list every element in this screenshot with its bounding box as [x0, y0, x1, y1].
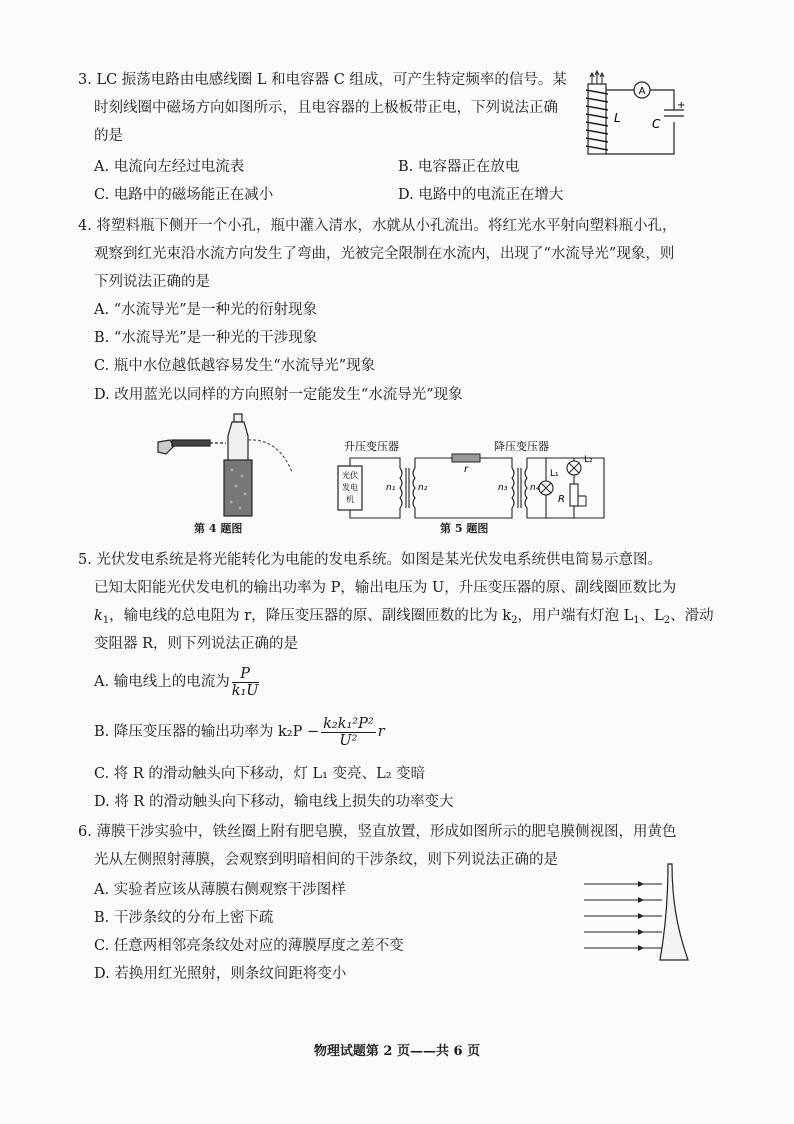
q5-option-a-fraction: [232, 666, 259, 699]
q5-figure-caption: 第 5 题图: [440, 522, 489, 535]
q5-option-a-numerator: P: [232, 666, 259, 683]
q5-line3-part2: ，输电线的总电阻为 r，降压变压器的原、副线圈匝数的比为 k: [109, 608, 512, 624]
lamp-l2-label: L₂: [584, 455, 593, 465]
q5-option-a-denominator: k₁U: [231, 682, 259, 699]
ammeter-label: A: [638, 86, 646, 97]
inductor-label: L: [614, 111, 621, 125]
q6-option-d: D. 若换用红光照射，则条纹间距将变小: [94, 966, 347, 982]
q6-option-c: C. 任意两相邻亮条纹处对应的薄膜厚度之差不变: [94, 938, 404, 954]
q5-option-a-text: A. 输电线上的电流为: [94, 674, 230, 690]
rheostat-label: R: [558, 494, 565, 505]
q5-line3-part3: ，用户端有灯泡 L: [517, 608, 634, 624]
line-resistance-label: r: [464, 464, 469, 475]
q5-option-b-fraction: [321, 716, 376, 749]
q6-option-a: A. 实验者应该从薄膜右侧观察干涉图样: [94, 882, 346, 898]
q3-option-d: D. 电路中的电流正在增大: [398, 187, 564, 203]
n3-label: n₃: [498, 483, 508, 493]
q4-line1: 4. 将塑料瓶下侧开一个小孔，瓶中灌入清水，水就从小孔流出。将红光水平射向塑料瓶小孔，: [78, 218, 677, 234]
lc-circuit-figure: [578, 70, 690, 162]
q4-option-a: A. “水流导光”是一种光的衍射现象: [94, 302, 318, 318]
n4-label: n₄: [530, 483, 540, 493]
q4-figure-caption: 第 4 题图: [194, 522, 243, 535]
step-down-transformer-label: 降压变压器: [494, 440, 549, 453]
q4-option-c: C. 瓶中水位越低越容易发生“水流导光”现象: [94, 358, 376, 374]
q6-option-b: B. 干涉条纹的分布上密下疏: [94, 910, 274, 926]
q5-line3: $k_1$，输电线的总电阻为 r，降压变压器的原、副线圈匝数的比为 $k_2$，用户端有灯泡 $L_1$、$L_2$、滑动: [94, 608, 714, 626]
q5-option-d: D. 将 R 的滑动触头向下移动，输电线上损失的功率变大: [94, 794, 454, 810]
q3-option-c: C. 电路中的磁场能正在减小: [94, 187, 274, 203]
q5-option-b-denominator: U²: [339, 732, 358, 749]
q5-option-a: [94, 664, 261, 700]
generator-label-3: 机: [346, 495, 354, 504]
q5-option-b-text: B. 降压变压器的输出功率为 k₂P −: [94, 724, 320, 740]
plus-sign: +: [677, 100, 686, 111]
q5-option-c: C. 将 R 的滑动触头向下移动，灯 L₁ 变亮、L₂ 变暗: [94, 766, 426, 782]
capacitor-label: C: [652, 117, 661, 131]
q5-k-symbol: k: [94, 608, 103, 624]
q3-line1: 3. LC 振荡电路由电感线圈 L 和电容器 C 组成，可产生特定频率的信号。某: [78, 72, 567, 88]
q5-option-b-tail: r: [377, 724, 385, 740]
q4-option-d: D. 改用蓝光以同样的方向照射一定能发生“水流导光”现象: [94, 387, 463, 403]
q6-line2: 光从左侧照射薄膜，会观察到明暗相间的干涉条纹，则下列说法正确的是: [94, 852, 558, 868]
q3-line2: 时刻线圈中磁场方向如图所示，且电容器的上极板带正电，下列说法正确: [94, 100, 558, 116]
q4-line2: 观察到红光束沿水流方向发生了弯曲，光被完全限制在水流内，出现了“水流导光”现象，则: [94, 246, 675, 262]
q6-line1: 6. 薄膜干涉实验中，铁丝圈上附有肥皂膜，竖直放置，形成如图所示的肥皂膜侧视图，用黄色: [78, 824, 677, 840]
power-transmission-figure: [334, 438, 620, 522]
soap-film-figure: [580, 856, 694, 970]
page-footer: 物理试题第 2 页——共 6 页: [313, 1044, 481, 1059]
q5-line1: 5. 光伏发电系统是将光能转化为电能的发电系统。如图是某光伏发电系统供电简易示意图。: [78, 552, 662, 568]
q5-line2: 已知太阳能光伏发电机的输出功率为 P，输出电压为 U，升压变压器的原、副线圈匝数比为: [94, 580, 677, 596]
lamp-l1-label: L₁: [550, 469, 559, 479]
q4-line3: 下列说法正确的是: [94, 274, 210, 290]
step-up-transformer-label: 升压变压器: [344, 440, 399, 453]
q5-line3-part5: 、滑动: [670, 608, 714, 624]
q5-option-b: [94, 714, 385, 750]
q3-option-a: A. 电流向左经过电流表: [94, 159, 245, 175]
q5-option-b-numerator: k₂k₁²P²: [323, 715, 374, 732]
q5-line4: 变阻器 R，则下列说法正确的是: [94, 636, 299, 652]
q5-line3-part4: 、L: [639, 608, 664, 624]
q3-option-b: B. 电容器正在放电: [398, 159, 520, 175]
generator-label-1: 光伏: [342, 471, 358, 480]
q3-line3: 的是: [94, 128, 123, 144]
generator-label-2: 发电: [342, 483, 358, 492]
n2-label: n₂: [418, 483, 428, 493]
water-bottle-figure: [152, 410, 302, 518]
n1-label: n₁: [386, 483, 396, 493]
q4-option-b: B. “水流导光”是一种光的干涉现象: [94, 330, 318, 346]
